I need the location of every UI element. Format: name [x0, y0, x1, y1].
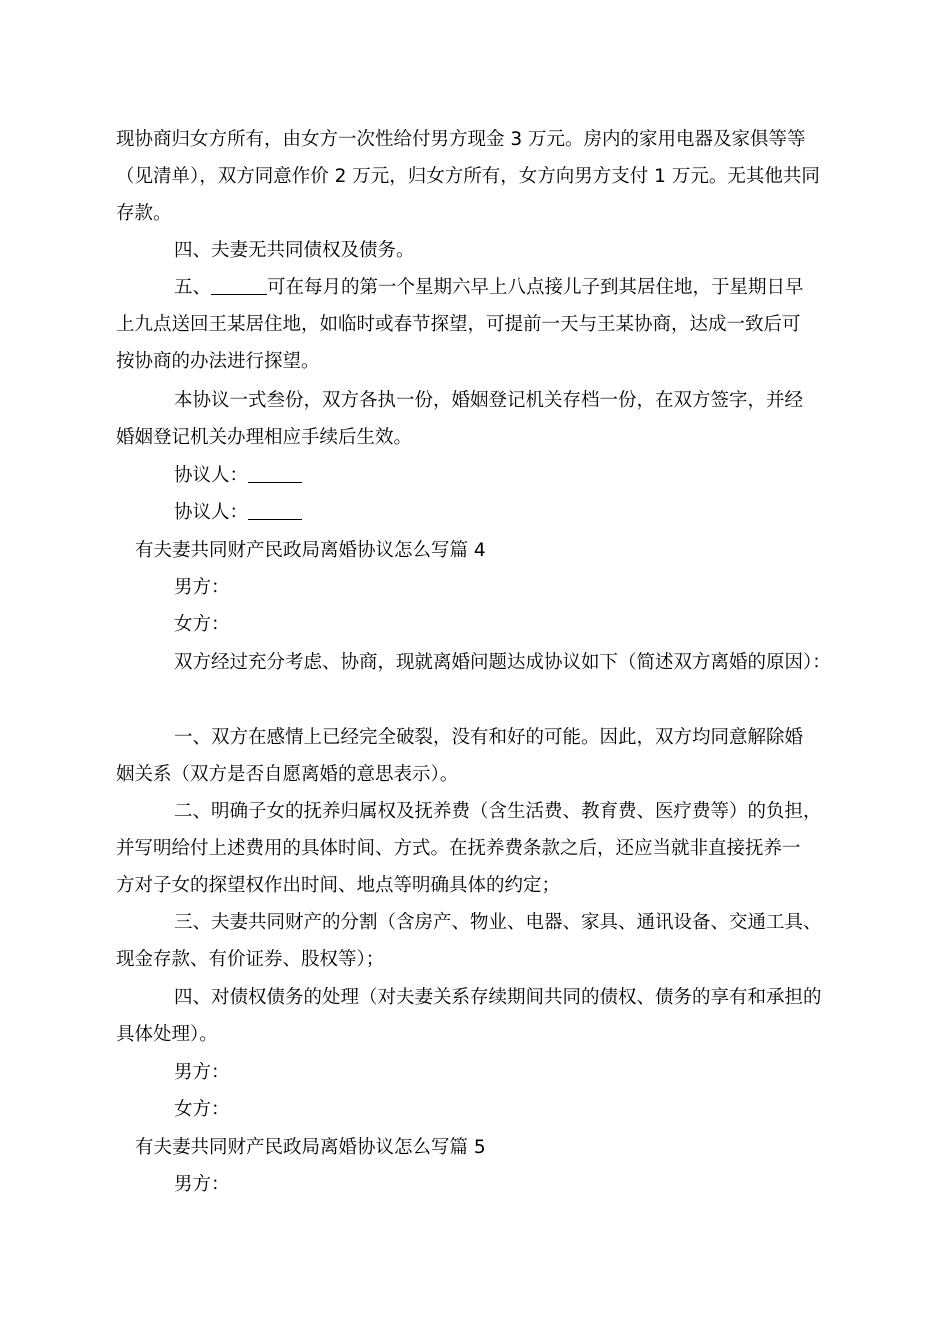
clause-number: 五、 — [174, 277, 212, 298]
paragraph-line: 二、明确子女的抚养归属权及抚养费（含生活费、教育费、医疗费等）的负担， — [174, 801, 822, 822]
paragraph-line: 上九点送回王某居住地，如临时或春节探望，可提前一天与王某协商，达成一致后可 — [116, 314, 801, 335]
paragraph-line: 并写明给付上述费用的具体时间、方式。在抚养费条款之后，还应当就非直接抚养一 — [116, 838, 801, 859]
party-label: 男方： — [174, 1174, 230, 1195]
signature-line — [174, 498, 302, 528]
signature-label: 协议人： — [174, 502, 249, 523]
party-label: 男方： — [174, 577, 230, 598]
signature-blank — [248, 501, 302, 520]
paragraph-line: 按协商的办法进行探望。 — [116, 351, 320, 372]
signature-line — [174, 461, 302, 491]
paragraph-line: 本协议一式叁份，双方各执一份，婚姻登记机关存档一份，在双方签字，并经 — [174, 390, 804, 411]
party-label: 男方： — [174, 1062, 230, 1083]
section-heading: 有夫妻共同财产民政局离婚协议怎么写篇 4 — [135, 540, 486, 561]
party-label: 女方： — [174, 1099, 230, 1120]
paragraph-line: 四、对债权债务的处理（对夫妻关系存续期间共同的债权、债务的享有和承担的 — [174, 987, 822, 1008]
paragraph-line: 具体处理）。 — [116, 1024, 218, 1045]
signature-blank — [248, 464, 302, 483]
signature-label: 协议人： — [174, 465, 249, 486]
paragraph-line: 存款。 — [116, 203, 172, 224]
party-label: 女方： — [174, 614, 230, 635]
paragraph-line: 婚姻登记机关办理相应手续后生效。 — [116, 427, 413, 448]
paragraph-line: 四、夫妻无共同债权及债务。 — [174, 240, 415, 261]
paragraph-line: 一、双方在感情上已经完全破裂，没有和好的可能。因此，双方均同意解除婚 — [174, 727, 804, 748]
paragraph-line: 方对子女的探望权作出时间、地点等明确具体的约定； — [116, 875, 561, 896]
clause-text: 可在每月的第一个星期六早上八点接儿子到其居住地，于星期日早 — [267, 277, 804, 298]
paragraph-line: 现金存款、有价证券、股权等）； — [116, 949, 385, 970]
fill-in-blank — [211, 276, 267, 295]
paragraph-line: 双方经过充分考虑、协商，现就离婚问题达成协议如下（简述双方离婚的原因）： — [174, 652, 831, 673]
paragraph-line: （见清单），双方同意作价 2 万元，归女方所有，女方向男方支付 1 万元。无其他共同 — [116, 166, 820, 187]
paragraph-line — [174, 273, 804, 303]
paragraph-line: 三、夫妻共同财产的分割（含房产、物业、电器、家具、通讯设备、交通工具、 — [174, 912, 822, 933]
paragraph-line: 姻关系（双方是否自愿离婚的意思表示）。 — [116, 764, 459, 785]
section-heading: 有夫妻共同财产民政局离婚协议怎么写篇 5 — [135, 1137, 486, 1158]
paragraph-line: 现协商归女方所有，由女方一次性给付男方现金 3 万元。房内的家用电器及家俱等等 — [116, 129, 806, 150]
